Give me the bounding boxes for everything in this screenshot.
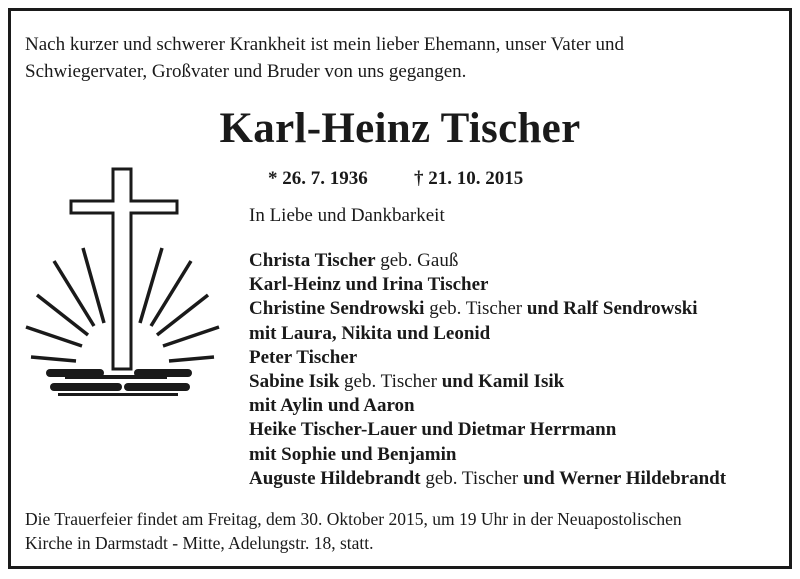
deceased-name: Karl-Heinz Tischer xyxy=(219,105,581,152)
cross-sunrise-emblem-icon xyxy=(20,163,230,398)
survivors-list xyxy=(249,249,726,491)
survivor-line: Peter Tischer xyxy=(249,346,358,368)
birth-date: * 26. 7. 1936 xyxy=(268,168,368,189)
cross-icon xyxy=(71,169,177,369)
survivor-line: mit Laura, Nikita und Leonid xyxy=(249,322,491,344)
survivor-line: Auguste Hildebrandt geb. Tischer und Werner Hildebrandt xyxy=(249,467,727,489)
sun-rays-right-icon xyxy=(140,248,219,361)
survivor-line: Karl-Heinz und Irina Tischer xyxy=(249,274,489,296)
funeral-info-line-2: Kirche in Darmstadt - Mitte, Adelungstr. 18, statt. xyxy=(25,533,374,553)
intro-text xyxy=(25,31,765,85)
survivor-line: Christine Sendrowski geb. Tischer und Ralf Sendrowski xyxy=(249,298,698,320)
dedication-text: In Liebe und Dankbarkeit xyxy=(249,205,445,226)
survivor-line: mit Aylin und Aaron xyxy=(249,395,415,417)
survivor-line: Christa Tischer geb. Gauß xyxy=(249,250,459,271)
survivor-line: mit Sophie und Benjamin xyxy=(249,443,457,465)
intro-line-2: Schwiegervater, Großvater und Bruder von uns gegangen. xyxy=(25,61,467,82)
funeral-info xyxy=(25,507,785,555)
survivor-line: Sabine Isik geb. Tischer und Kamil Isik xyxy=(249,371,565,393)
death-date: † 21. 10. 2015 xyxy=(414,168,524,189)
water-waves-icon xyxy=(46,369,192,396)
sun-rays-left-icon xyxy=(26,248,104,361)
funeral-info-line-1: Die Trauerfeier findet am Freitag, dem 30. Oktober 2015, um 19 Uhr in der Neuapostolischen xyxy=(25,509,682,529)
survivor-line: Heike Tischer-Lauer und Dietmar Herrmann xyxy=(249,419,617,441)
intro-line-1: Nach kurzer und schwerer Krankheit ist mein lieber Ehemann, unser Vater und xyxy=(25,34,624,55)
